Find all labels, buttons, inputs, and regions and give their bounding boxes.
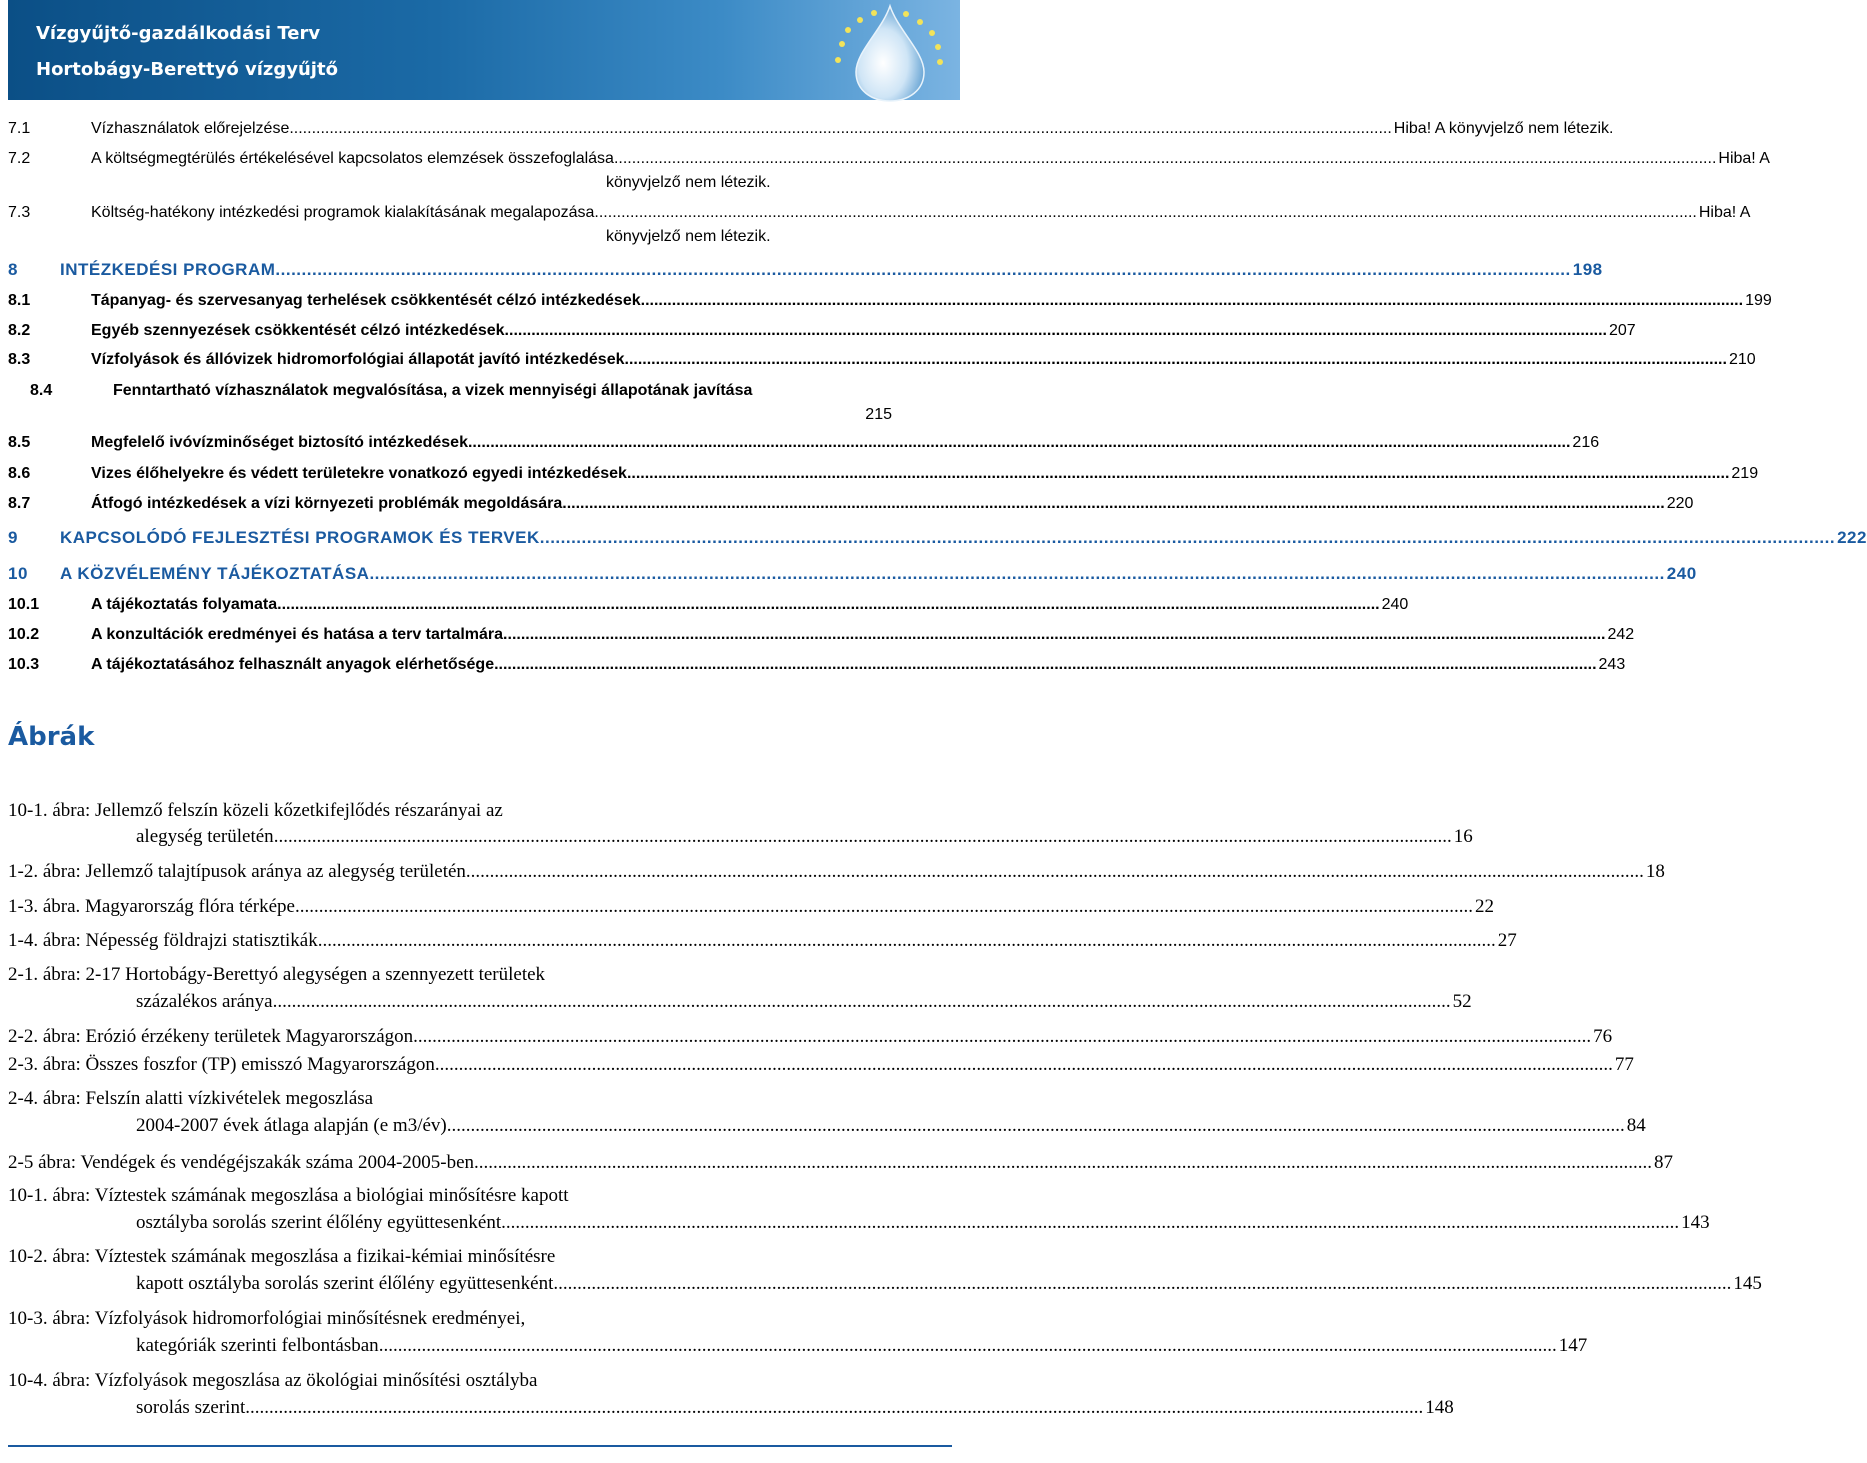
toc-number: 8.3 (8, 351, 31, 368)
toc-title: A költségmegtérülés értékelésével kapcsolatos elemzések összefoglalása (91, 150, 614, 167)
toc-number: 10.1 (8, 596, 40, 613)
header-subtitle: Hortobágy-Berettyó vízgyűjtő (36, 59, 338, 80)
figure-page: 22 (1474, 896, 1494, 917)
toc-title: KAPCSOLÓDÓ FEJLESZTÉSI PROGRAMOK ÉS TERVEK (60, 528, 540, 547)
toc-number: 7.3 (8, 204, 31, 221)
toc-page: 198 (1572, 260, 1603, 279)
toc-page: 219 (1731, 465, 1759, 482)
toc-title: Tápanyag- és szervesanyag terhelések csökkentését célzó intézkedések (91, 292, 641, 309)
toc-title: Vízhasználatok előrejelzése (91, 120, 290, 137)
figure-page: 147 (1558, 1335, 1588, 1356)
toc-title: Fenntartható vízhasználatok megvalósítása, a vizek mennyiségi állapotának javítása (113, 382, 753, 399)
figure-caption: 10-1. ábra: Víztestek számának megoszlása a biológiai minősítésre kapott (8, 1185, 569, 1206)
figure-caption: 10-1. ábra: Jellemző felszín közeli kőzetkifejlődés részarányai az (8, 800, 503, 821)
figure-page: 18 (1645, 861, 1665, 882)
toc-page: Hiba! A (1718, 150, 1770, 167)
toc-number: 7.1 (8, 120, 31, 137)
figure-caption-cont: százalékos aránya (136, 991, 273, 1012)
toc-title: A KÖZVÉLEMÉNY TÁJÉKOZTATÁSA (60, 564, 370, 583)
toc-page: 216 (1572, 434, 1600, 451)
toc-number: 8.4 (30, 382, 53, 399)
toc-page: Hiba! A könyvjelző nem létezik. (1393, 120, 1614, 137)
toc-number: 7.2 (8, 150, 31, 167)
toc-number: 10.2 (8, 626, 40, 643)
toc-number: 8.7 (8, 495, 31, 512)
toc-number: 8.5 (8, 434, 31, 451)
toc-page: 240 (1666, 564, 1697, 583)
figure-page: 52 (1452, 991, 1472, 1012)
toc-number: 10 (8, 564, 28, 583)
figure-page: 87 (1654, 1152, 1674, 1173)
figure-page: 77 (1614, 1054, 1634, 1075)
toc-page: Hiba! A (1698, 204, 1751, 221)
figure-caption: 2-3. ábra: Összes foszfor (TP) emisszó Magyarországon (8, 1054, 435, 1075)
header-title: Vízgyűjtő-gazdálkodási Terv (36, 23, 321, 44)
toc-number: 9 (8, 528, 18, 547)
figure-caption: 1-2. ábra: Jellemző talajtípusok aránya az alegység területén (8, 861, 466, 882)
figure-caption: 10-3. ábra: Vízfolyások hidromorfológiai minősítésnek eredményei, (8, 1308, 526, 1329)
toc-number: 8.6 (8, 465, 31, 482)
figure-caption: 10-2. ábra: Víztestek számának megoszlása a fizikai-kémiai minősítésre (8, 1246, 556, 1267)
toc-page: 243 (1598, 656, 1626, 673)
toc-title: A konzultációk eredményei és hatása a terv tartalmára (91, 626, 504, 643)
figure-caption: 1-3. ábra. Magyarország flóra térképe (8, 896, 295, 917)
figure-caption-cont: osztályba sorolás szerint élőlény együttesenként (136, 1212, 502, 1233)
toc-page: 207 (1608, 322, 1636, 339)
figure-page: 143 (1681, 1212, 1710, 1233)
toc-page: 199 (1745, 292, 1772, 309)
footer-rule (8, 1445, 952, 1447)
toc-title: INTÉZKEDÉSI PROGRAM (60, 260, 276, 279)
toc-page: 222 (1837, 528, 1867, 547)
water-drop-stars-logo-icon (802, 0, 960, 102)
toc-number: 10.3 (8, 656, 40, 673)
toc-page: 242 (1607, 626, 1635, 643)
figure-page: 148 (1425, 1397, 1454, 1418)
toc-title: A tájékoztatásához felhasznált anyagok elérhetősége (91, 656, 495, 673)
toc-page: 220 (1666, 495, 1694, 512)
figure-caption: 10-4. ábra: Vízfolyások megoszlása az ökológiai minősítési osztályba (8, 1370, 538, 1391)
toc-number: 8 (8, 260, 18, 279)
toc-title: Egyéb szennyezések csökkentését célzó intézkedések (91, 322, 505, 339)
toc-title: Költség-hatékony intézkedési programok kialakításának megalapozása (91, 204, 595, 221)
figure-caption: 2-2. ábra: Erózió érzékeny területek Magyarországon (8, 1026, 414, 1047)
toc-page-continuation: könyvjelző nem létezik. (606, 174, 771, 191)
figure-page: 27 (1497, 930, 1517, 951)
toc-page: 240 (1381, 596, 1409, 613)
toc-page: 215 (865, 406, 892, 423)
toc-title: Vizes élőhelyekre és védett területekre vonatkozó egyedi intézkedések (91, 465, 627, 482)
figure-caption: 2-5 ábra: Vendégek és vendégéjszakák száma 2004-2005-ben (8, 1152, 475, 1173)
toc-page: 210 (1728, 351, 1756, 368)
toc-number: 8.1 (8, 292, 31, 309)
figure-caption: 2-1. ábra: 2-17 Hortobágy-Berettyó alegységen a szennyezett területek (8, 964, 546, 985)
figure-page: 84 (1626, 1115, 1646, 1136)
toc-title: Megfelelő ivóvízminőséget biztosító intézkedések (91, 434, 468, 451)
toc-number: 8.2 (8, 322, 31, 339)
figure-caption-cont: 2004-2007 évek átlaga alapján (e m3/év) (136, 1115, 447, 1136)
figure-caption-cont: sorolás szerint (136, 1397, 246, 1418)
figure-page: 76 (1593, 1026, 1613, 1047)
toc-title: A tájékoztatás folyamata (91, 596, 278, 613)
toc-title: Vízfolyások és állóvizek hidromorfológiai állapotát javító intézkedések (91, 351, 625, 368)
figure-page: 145 (1733, 1273, 1762, 1294)
figure-caption-cont: alegység területén (136, 826, 274, 847)
toc-page-continuation: könyvjelző nem létezik. (606, 228, 771, 245)
figure-caption: 2-4. ábra: Felszín alatti vízkivételek megoszlása (8, 1088, 374, 1109)
figures-heading: Ábrák (8, 722, 95, 752)
figure-caption-cont: kategóriák szerinti felbontásban (136, 1335, 379, 1356)
figure-caption-cont: kapott osztályba sorolás szerint élőlény együttesenként (136, 1273, 554, 1294)
figure-page: 16 (1453, 826, 1473, 847)
toc-title: Átfogó intézkedések a vízi környezeti problémák megoldására (91, 495, 563, 512)
figure-caption: 1-4. ábra: Népesség földrajzi statisztikák (8, 930, 318, 951)
